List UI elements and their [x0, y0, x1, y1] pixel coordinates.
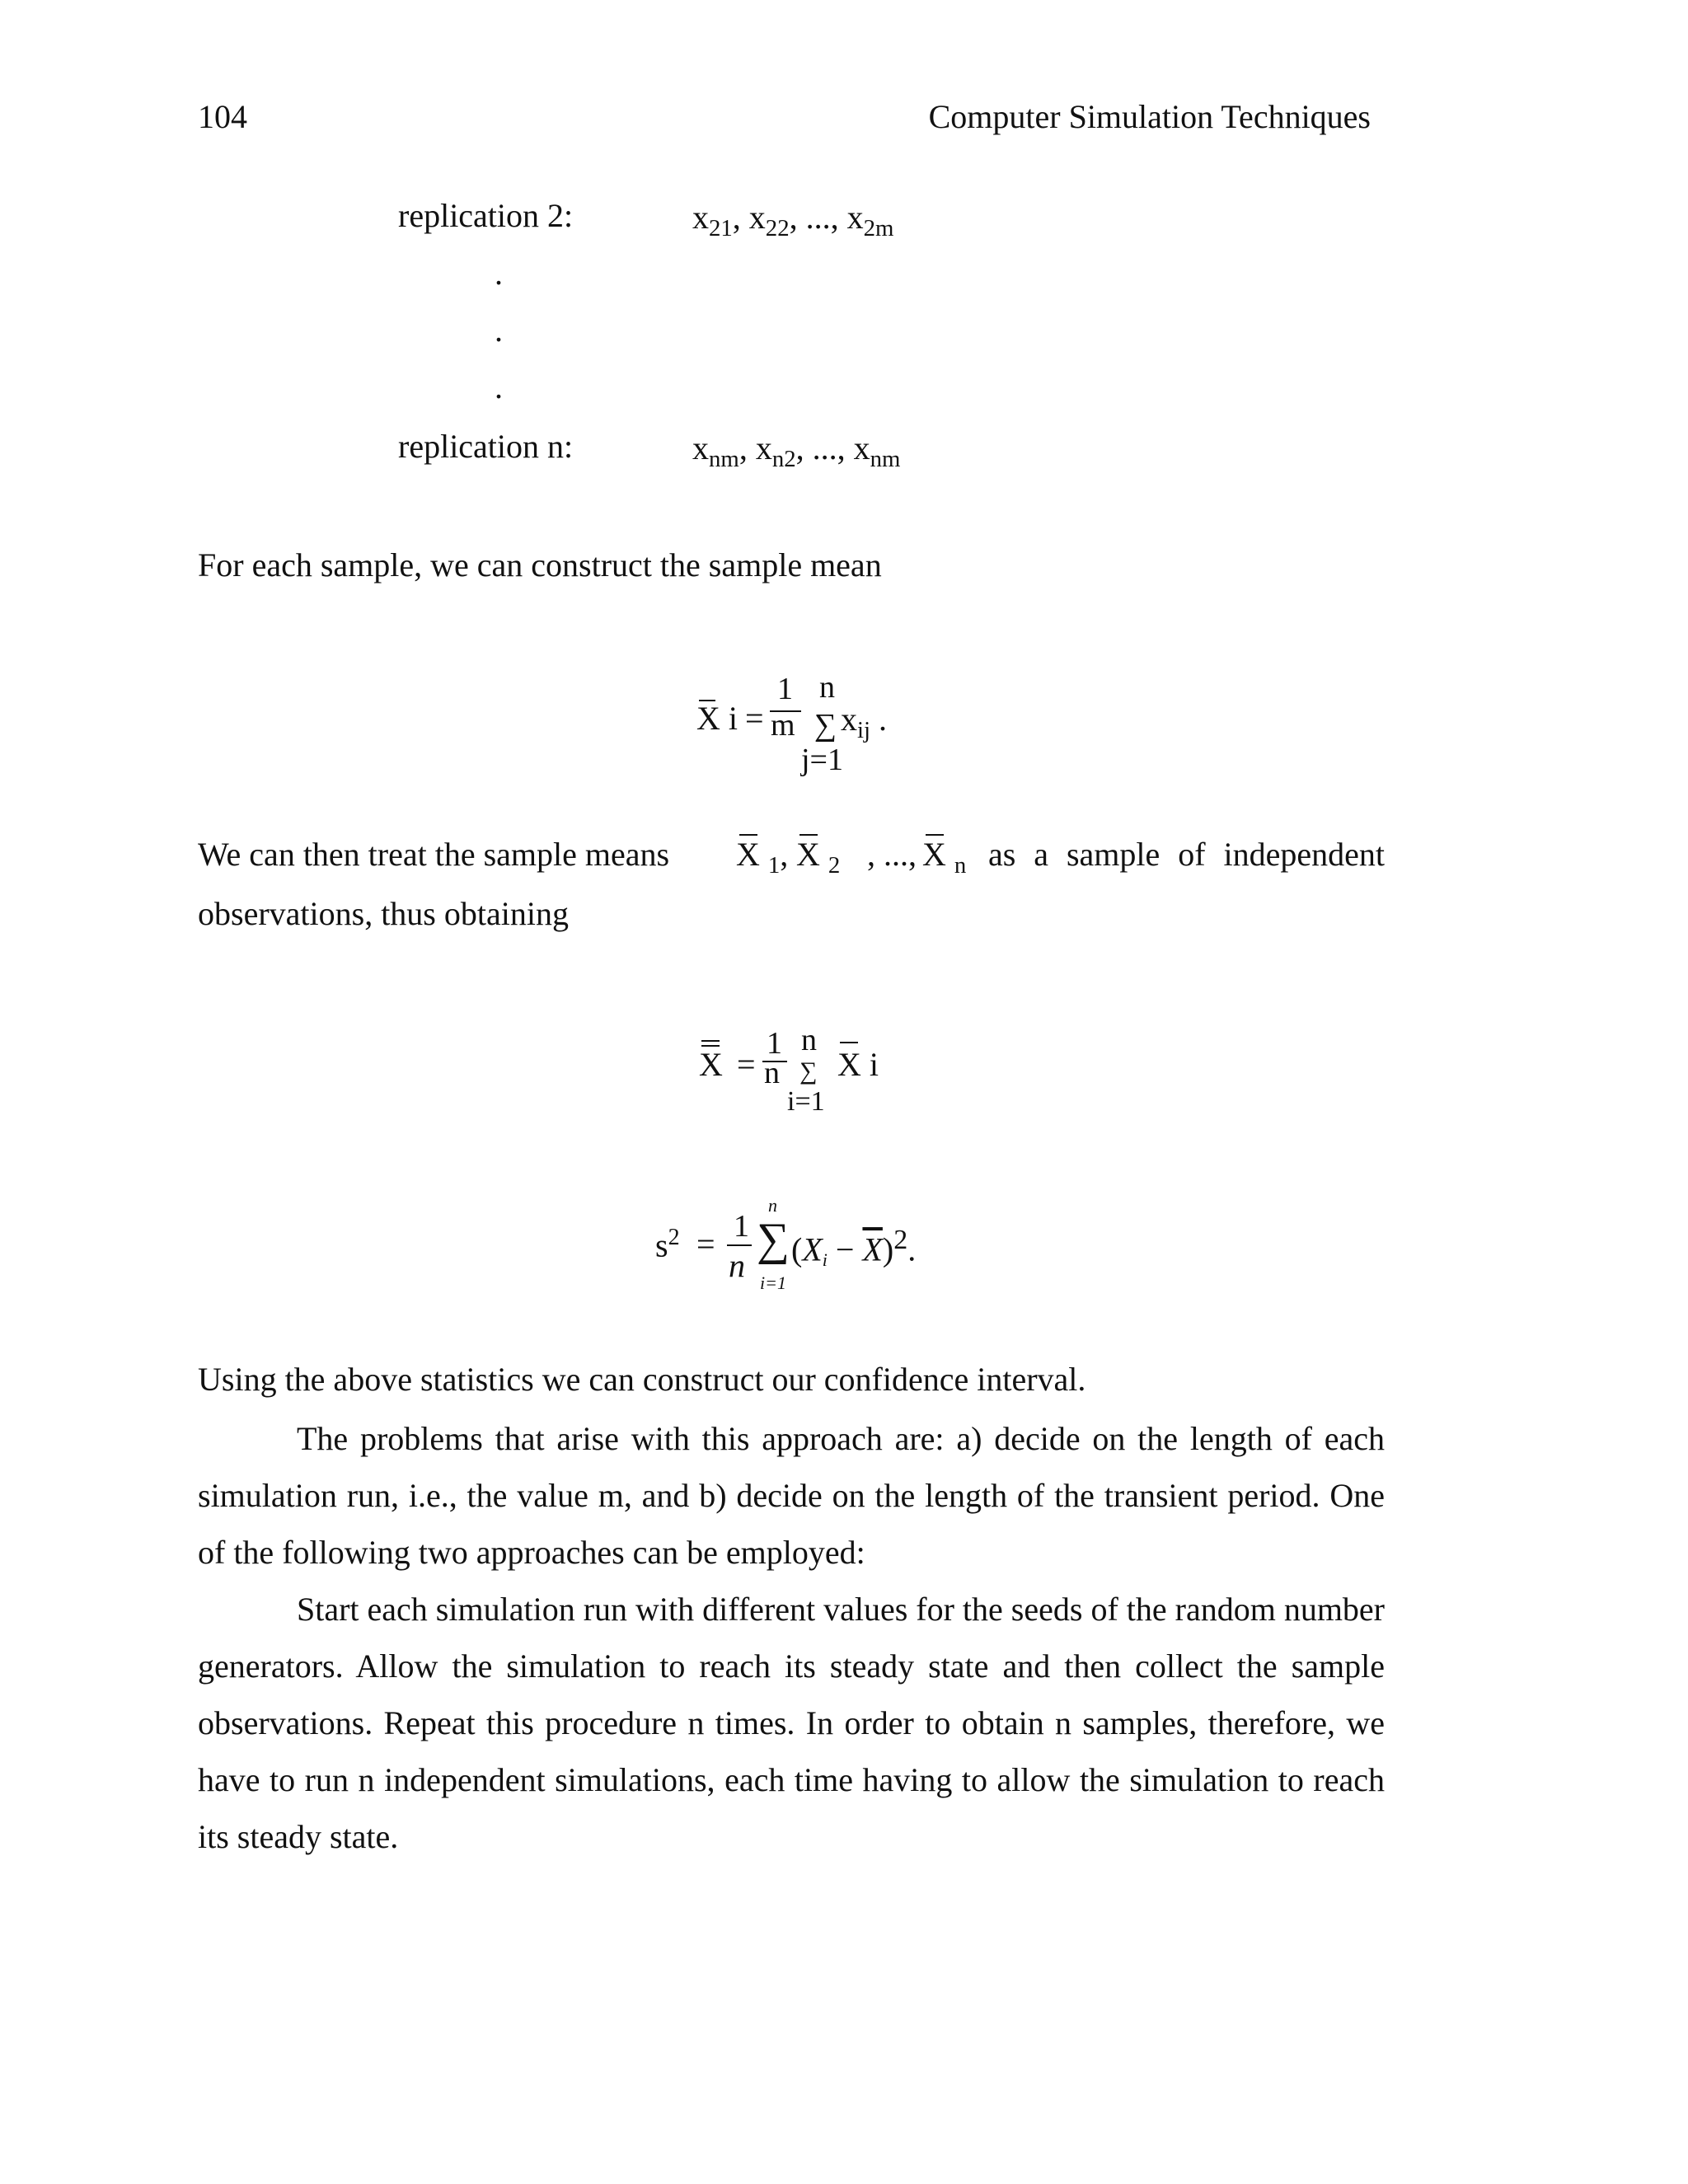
running-title: Computer Simulation Techniques — [928, 98, 1371, 135]
eq1-upper-limit: n — [819, 670, 835, 705]
inline-mean-n: X $_n$ — [922, 836, 967, 879]
eq1-lhs: X i — [696, 700, 738, 737]
ellipsis-dot-2: . — [495, 312, 503, 349]
page-number: 104 — [198, 98, 247, 135]
eq3-body: $(Xi - \overline{X})^2$. — [791, 1225, 917, 1271]
eq2-lower-limit: i=1 — [787, 1086, 825, 1117]
eq1-numerator: 1 — [777, 672, 793, 706]
eq2-lhs: X — [699, 1046, 723, 1083]
paragraph-treat-means-3: observations, thus obtaining — [198, 895, 569, 932]
eq3-numerator: 1 — [734, 1209, 749, 1244]
eq2-upper-limit: n — [801, 1023, 817, 1057]
eq1-lower-limit: j=1 — [801, 743, 843, 777]
paragraph-confidence-interval: Using the above statistics we can construct our confidence interval. — [198, 1361, 1086, 1398]
eq1-denominator: m — [771, 708, 795, 743]
replication-n-label: replication n: — [398, 428, 574, 465]
ellipsis-dot-3: . — [495, 368, 503, 405]
inline-ellipsis: , ..., — [867, 836, 917, 873]
eq1-term: $x_{ij}$ . — [841, 701, 888, 744]
eq2-equals: = — [737, 1046, 756, 1083]
overbar — [840, 1042, 858, 1043]
sigma-icon: ∑ — [814, 708, 837, 743]
eq2-term: X i — [837, 1046, 879, 1083]
eq3-denominator: n — [729, 1247, 745, 1284]
eq3-upper-limit: n — [768, 1195, 777, 1216]
eq3-lhs: $s^2$ — [655, 1225, 680, 1264]
eq1-equals: = — [745, 700, 764, 737]
eq2-numerator: 1 — [767, 1026, 782, 1061]
inline-mean-1: X $_1$, — [736, 836, 789, 879]
paragraph-approach: Start each simulation run with different values for the seeds of the random number generators. Allow the simulation to reach its steady state and then collect the sample observations. Repeat this procedure n times. In order to obtain n samples, therefore, we have to run n independent simulations, each time having to allow the simulation to reach its steady state. — [198, 1591, 1385, 1855]
paragraph-sample-mean: For each sample, we can construct the sample mean — [198, 546, 882, 583]
sigma-icon: ∑ — [799, 1057, 818, 1085]
eq2-denominator: n — [764, 1056, 780, 1090]
inline-mean-2: X $_2$ — [796, 836, 841, 879]
replication-2-values: $x_{21}$, $x_{22}$, ..., $x_{2m}$ — [692, 199, 894, 242]
replication-2-label: replication 2: — [398, 197, 574, 234]
sigma-icon: ∑ — [757, 1214, 790, 1265]
paragraph-problems: The problems that arise with this approach are: a) decide on the length of each simulation run, i.e., the value m, and b) decide on the length of the transient period. One of the following two approaches can be employed: — [198, 1420, 1385, 1571]
paragraph-treat-means-1: We can then treat the sample means — [198, 836, 670, 873]
replication-n-values: $x_{nm}$, $x_{n2}$, ..., $x_{nm}$ — [692, 429, 901, 473]
double-overbar-top — [701, 1040, 720, 1042]
ellipsis-dot-1: . — [495, 255, 503, 292]
eq3-equals: = — [696, 1226, 715, 1263]
eq3-lower-limit: i=1 — [760, 1272, 786, 1293]
paragraph-treat-means-2: as a sample of independent — [988, 836, 1385, 873]
